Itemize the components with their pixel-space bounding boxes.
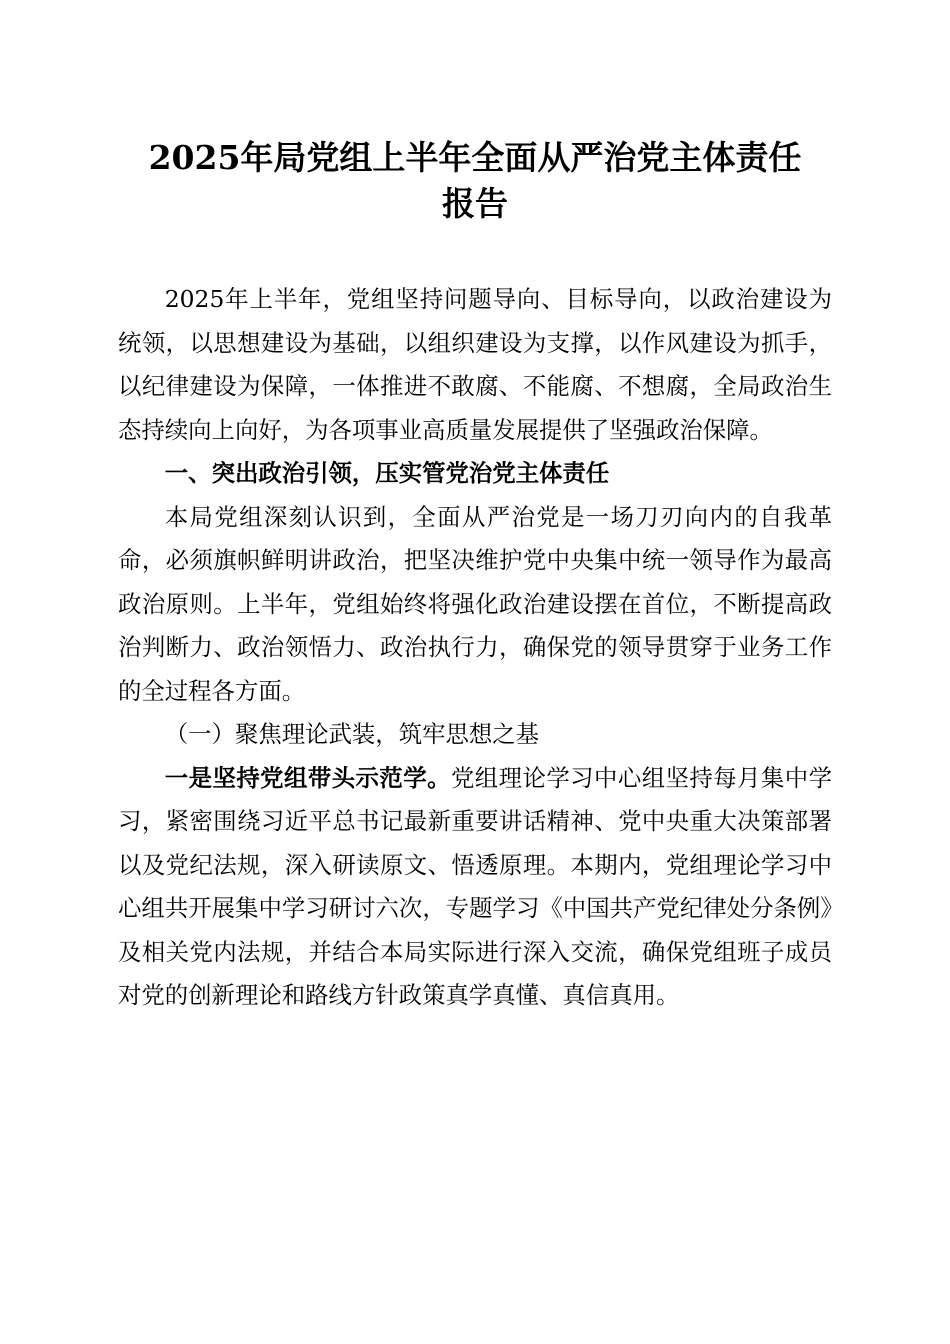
subsection-1-heading: （一）聚焦理论武装，筑牢思想之基 [164,720,540,748]
section-1-heading: 一、突出政治引领，压实管党治党主体责任 [164,459,610,487]
subsection-1-lead: 一是坚持党组带头示范学。 [164,763,451,792]
document-title [110,135,840,227]
document-body [118,278,832,1018]
intro-paragraph: 2025年上半年，党组坚持问题导向、目标导向，以政治建设为统领，以思想建设为基础，以组织建设为支撑，以作风建设为抓手，以纪律建设为保障，一体推进不敢腐、不能腐、不想腐，全局政治生态持续向上向好，为各项事业高质量发展提供了坚强政治保障。 [118,285,832,444]
title-line-1: 2025年局党组上半年全面从严治党主体责任 [148,138,802,177]
subsection-1-paragraph [118,757,832,1018]
title-line-2: 报告 [442,184,508,223]
subsection-1-text: 党组理论学习中心组坚持每月集中学习，紧密围绕习近平总书记最新重要讲话精神、党中央重大决策部署以及党纪法规，深入研读原文、悟透原理。本期内，党组理论学习中心组共开展集中学习研讨六次，专题学习《中国共产党纪律处分条例》及相关党内法规，并结合本局实际进行深入交流，确保党组班子成员对党的创新理论和路线方针政策真学真懂、真信真用。 [118,763,833,1009]
section-1-paragraph: 本局党组深刻认识到，全面从严治党是一场刀刃向内的自我革命，必须旗帜鲜明讲政治，把坚决维护党中央集中统一领导作为最高政治原则。上半年，党组始终将强化政治建设摆在首位，不断提高政治判断力、政治领悟力、政治执行力，确保党的领导贯穿于业务工作的全过程各方面。 [118,502,832,705]
